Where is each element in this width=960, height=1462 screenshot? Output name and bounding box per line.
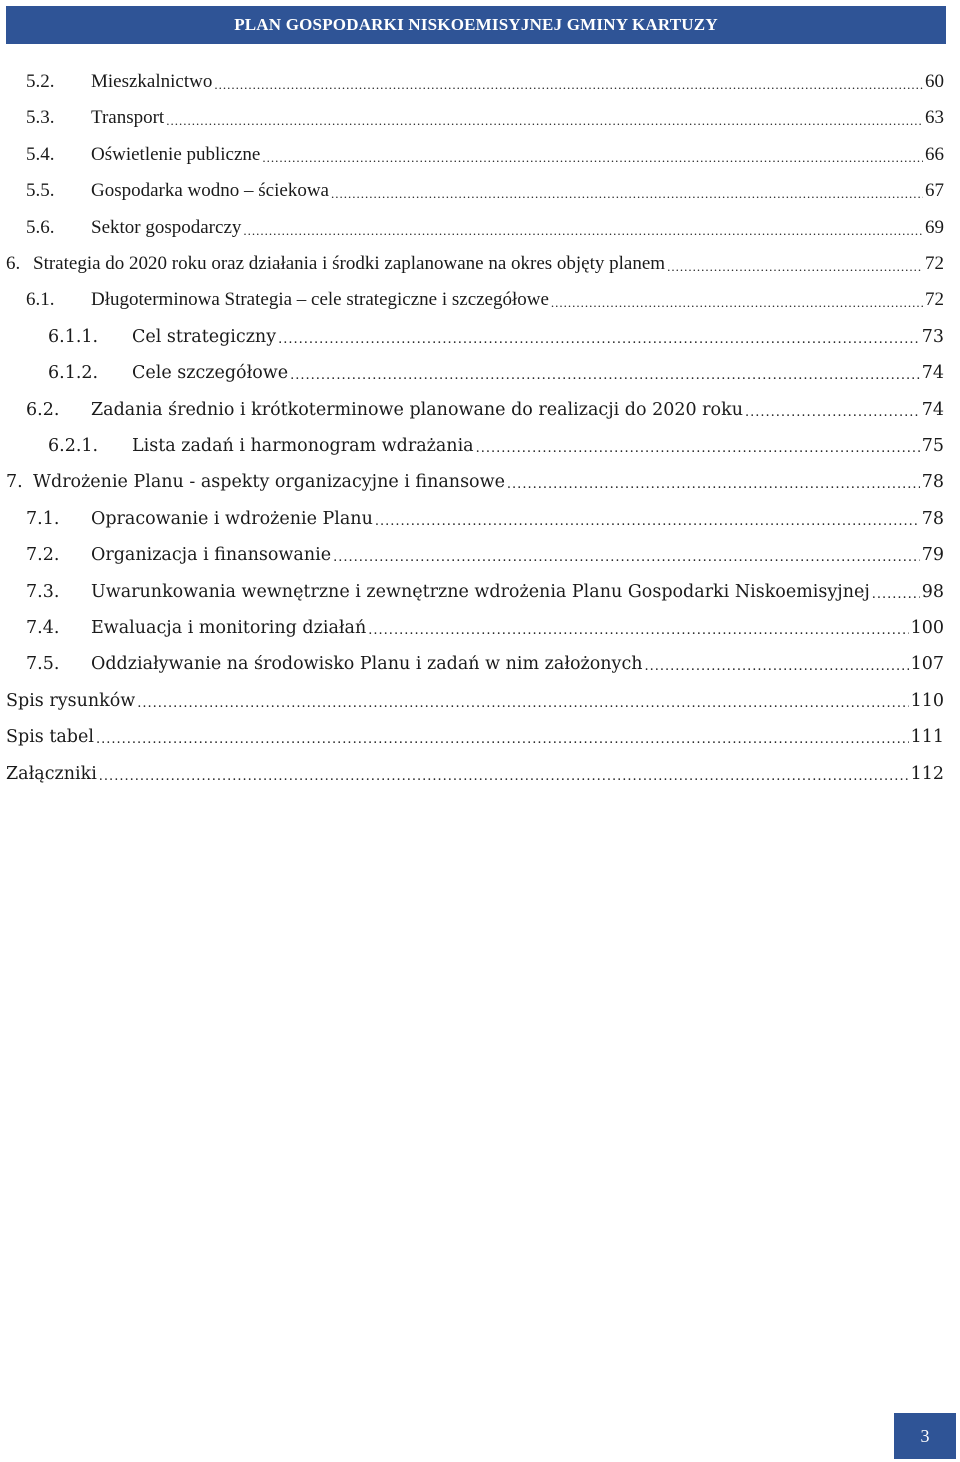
toc-dot-leader [368, 622, 908, 640]
toc-entry-number: 6.1.2. [48, 363, 99, 384]
toc-entry-number: 6.1. [26, 289, 55, 311]
toc-entry-page: 74 [921, 399, 944, 420]
toc-entry-number: 7.2. [26, 545, 60, 566]
toc-entry-title: Spis tabel [6, 727, 94, 748]
toc-dot-leader [137, 695, 908, 713]
toc-entry-title: Lista zadań i harmonogram wdrażania [132, 436, 474, 456]
toc-entry-number: 7. [6, 472, 23, 493]
toc-entry-page: 100 [910, 618, 944, 638]
toc-dot-leader [476, 440, 920, 458]
toc-entry[interactable] [0, 646, 960, 682]
toc-entry-title: Cele szczegółowe [132, 363, 289, 384]
toc-entry-page: 75 [921, 436, 944, 456]
toc-entry-title: Załączniki [6, 763, 97, 784]
toc-entry[interactable] [0, 173, 960, 209]
toc-entry-number: 5.4. [26, 143, 55, 165]
toc-entry-page: 110 [910, 690, 944, 711]
toc-entry[interactable] [0, 282, 960, 318]
toc-entry-page: 78 [921, 472, 944, 493]
toc-entry-title: Cel strategiczny [132, 326, 277, 347]
toc-dot-leader [166, 112, 923, 130]
toc-dot-leader [278, 331, 920, 349]
toc-entry-number: 5.5. [26, 180, 55, 202]
toc-entry-number: 5.2. [26, 71, 55, 92]
toc-entry-number: 6.2. [26, 399, 60, 420]
toc-dot-leader [243, 222, 923, 240]
toc-entry-page: 98 [921, 581, 944, 602]
toc-entry-page: 67 [925, 180, 944, 202]
toc-entry-title: Strategia do 2020 roku oraz działania i środki zaplanowane na okres objęty planem [33, 253, 666, 274]
toc-entry-page: 60 [925, 71, 944, 92]
toc-dot-leader [645, 658, 909, 676]
toc-dot-leader [872, 586, 920, 604]
toc-dot-leader [290, 367, 920, 385]
toc-entry-page: 78 [921, 508, 944, 529]
toc-entry[interactable] [0, 246, 960, 282]
toc-entry[interactable] [0, 392, 960, 428]
toc-entry-page: 107 [910, 654, 944, 675]
toc-dot-leader [667, 258, 923, 276]
toc-entry-page: 79 [921, 545, 944, 566]
toc-entry[interactable] [0, 319, 960, 355]
toc-entry-title: Sektor gospodarczy [91, 216, 242, 238]
toc-entry-page: 72 [925, 253, 944, 274]
toc-entry-page: 66 [925, 143, 944, 165]
toc-entry-page: 63 [925, 107, 944, 129]
toc-entry[interactable] [0, 464, 960, 500]
toc-entry-title: Oświetlenie publiczne [91, 143, 261, 165]
toc-entry[interactable] [0, 137, 960, 173]
toc-entry-title: Wdrożenie Planu - aspekty organizacyjne i finansowe [33, 472, 505, 493]
toc-entry-title: Uwarunkowania wewnętrzne i zewnętrzne wdrożenia Planu Gospodarki Niskoemisyjnej [91, 581, 870, 602]
toc-entry-title: Zadania średnio i krótkoterminowe planowane do realizacji do 2020 roku [91, 399, 743, 420]
toc-entry-page: 69 [925, 216, 944, 238]
toc-dot-leader [745, 404, 920, 422]
toc-entry[interactable] [0, 355, 960, 391]
toc-entry-number: 7.5. [26, 654, 60, 675]
toc-entry-title: Transport [91, 107, 165, 129]
toc-dot-leader [551, 294, 923, 312]
toc-entry[interactable] [0, 210, 960, 246]
toc-entry-title: Spis rysunków [6, 690, 136, 711]
toc-entry-number: 6.1.1. [48, 326, 99, 347]
toc-entry-title: Oddziaływanie na środowisko Planu i zadań w nim założonych [91, 654, 643, 675]
toc-entry-page: 111 [910, 727, 944, 748]
toc-dot-leader [214, 76, 923, 94]
toc-entry[interactable] [0, 428, 960, 464]
toc-dot-leader [507, 476, 920, 494]
toc-entry-title: Gospodarka wodno – ściekowa [91, 180, 329, 202]
toc-entry-number: 5.6. [26, 216, 55, 238]
toc-dot-leader [375, 513, 920, 531]
toc-dot-leader [99, 768, 909, 786]
toc-entry[interactable] [0, 756, 960, 792]
toc-entry-title: Mieszkalnictwo [91, 71, 213, 92]
toc-dot-leader [262, 149, 923, 167]
toc-entry-number: 6.2.1. [48, 436, 99, 456]
toc-entry[interactable] [0, 501, 960, 537]
toc-entry-title: Długoterminowa Strategia – cele strategiczne i szczegółowe [91, 289, 549, 311]
toc-entry-title: Opracowanie i wdrożenie Planu [91, 508, 373, 529]
toc-entry-number: 7.1. [26, 508, 60, 529]
toc-entry[interactable] [0, 64, 960, 100]
toc-entry[interactable] [0, 719, 960, 755]
toc-entry[interactable] [0, 100, 960, 136]
page-number: 3 [920, 1425, 930, 1446]
toc-entry[interactable] [0, 537, 960, 573]
toc-entry-title: Ewaluacja i monitoring działań [91, 618, 367, 638]
toc-entry-number: 7.3. [26, 581, 60, 602]
page-number-box [894, 1413, 956, 1459]
toc-entry-number: 6. [6, 253, 21, 274]
toc-entry-number: 7.4. [26, 618, 60, 638]
toc-entry[interactable] [0, 574, 960, 610]
toc-entry[interactable] [0, 610, 960, 646]
toc-entry-number: 5.3. [26, 107, 55, 129]
toc-entry-title: Organizacja i finansowanie [91, 545, 332, 566]
running-header [6, 6, 946, 44]
toc-entry-page: 74 [921, 363, 944, 384]
toc-entry-page: 72 [925, 289, 944, 311]
toc-dot-leader [96, 731, 909, 749]
toc-entry-page: 73 [921, 326, 944, 347]
toc-dot-leader [333, 549, 920, 567]
toc-dot-leader [331, 185, 923, 203]
toc-entry-page: 112 [910, 763, 944, 784]
document-title: PLAN GOSPODARKI NISKOEMISYJNEJ GMINY KARTUZY [234, 15, 718, 34]
toc-entry[interactable] [0, 683, 960, 719]
